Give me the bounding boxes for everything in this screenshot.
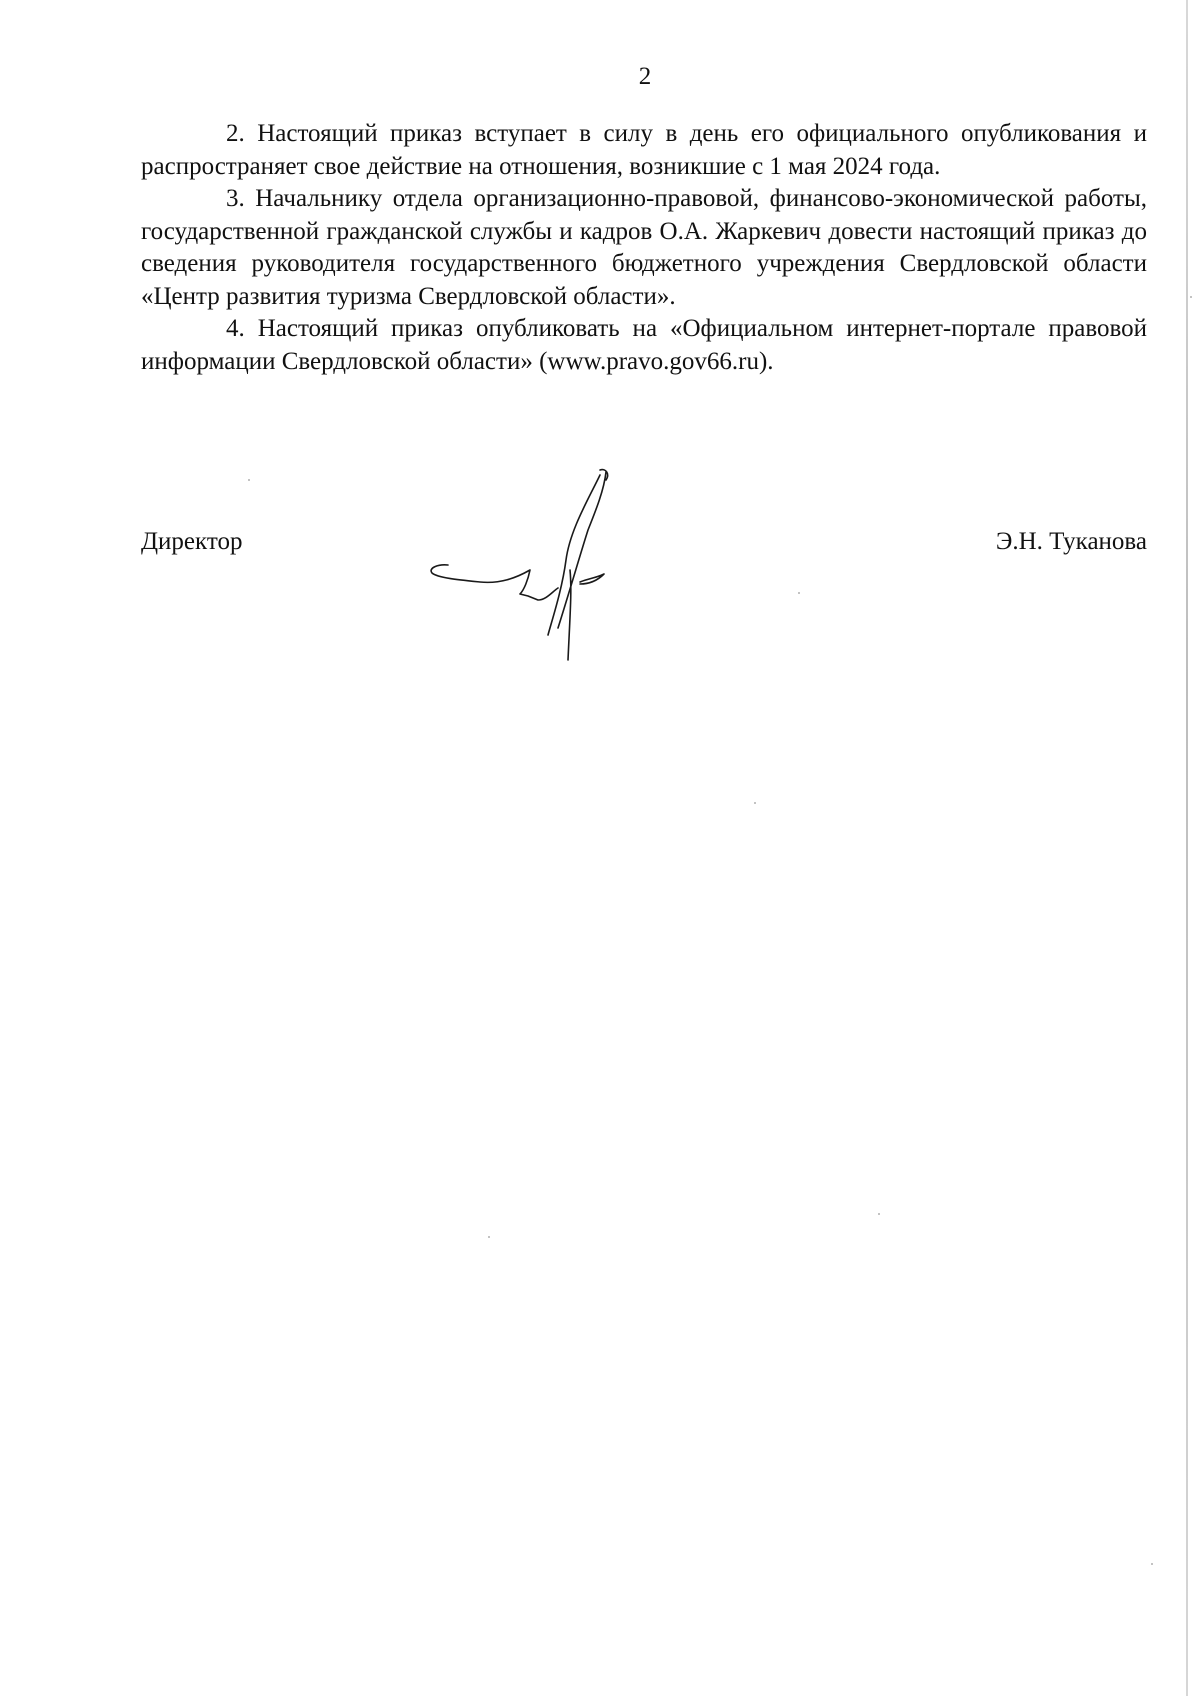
signatory-title: Директор bbox=[141, 528, 243, 555]
scan-edge bbox=[1186, 0, 1188, 1696]
document-body bbox=[141, 118, 1147, 378]
handwritten-signature bbox=[420, 460, 670, 670]
paragraph-2: 2. Настоящий приказ вступает в силу в день его официального опубликования и распространяет свое действие на отношения, возникшие с 1 мая 2024 года. bbox=[141, 120, 1147, 180]
page-number: 2 bbox=[638, 63, 652, 90]
paragraph-3: 3. Начальнику отдела организационно-правовой, финансово-экономической работы, государственной гражданской службы и кадров О.А. Жаркевич довести настоящий приказ до сведения руководителя государственного бюджетного учреждения Свердловской области «Центр развития туризма Свердловской области». bbox=[141, 185, 1147, 310]
signatory-name: Э.Н. Туканова bbox=[995, 528, 1147, 555]
paragraph-4: 4. Настоящий приказ опубликовать на «Официальном интернет-портале правовой информации Свердловской области» (www.pravo.gov66.ru). bbox=[141, 315, 1147, 375]
